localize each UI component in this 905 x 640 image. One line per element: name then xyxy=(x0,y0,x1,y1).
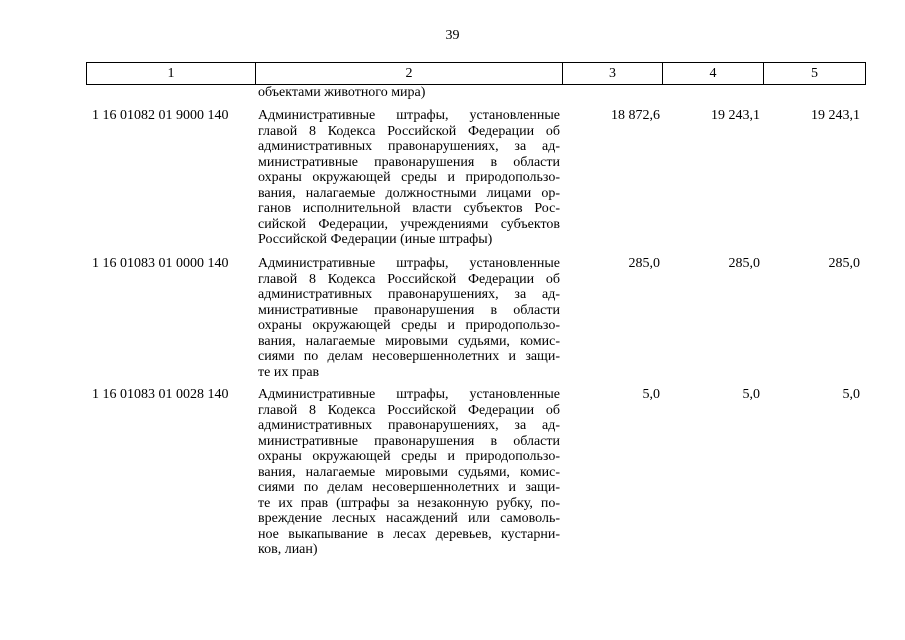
description-line: административных правонарушениях, за ад- xyxy=(258,287,560,302)
row-value-col3: 285,0 xyxy=(628,256,660,271)
description-line: Административные штрафы, установленные xyxy=(258,256,560,271)
description-line: административных правонарушениях, за ад- xyxy=(258,139,560,154)
header-col-3: 3 xyxy=(563,63,663,85)
description-line: те их прав (штрафы за незаконную рубку, по- xyxy=(258,495,560,511)
row-value-col3: 18 872,6 xyxy=(611,108,660,123)
row-value-col5: 19 243,1 xyxy=(811,108,860,123)
row-value-col5: 285,0 xyxy=(828,256,860,271)
row-value-col5: 5,0 xyxy=(842,387,860,402)
description-line: главой 8 Кодекса Российской Федерации об xyxy=(258,271,560,287)
description-line: вания, налагаемые должностными лицами ор- xyxy=(258,185,560,201)
description-line: Российской Федерации (иные штрафы) xyxy=(258,232,493,247)
description-line: министративные правонарушения в области xyxy=(258,154,560,170)
description-line: охраны окружающей среды и природопользо- xyxy=(258,170,560,185)
description-line: административных правонарушениях, за ад- xyxy=(258,418,560,433)
description-line: главой 8 Кодекса Российской Федерации об xyxy=(258,123,560,139)
row-value-col3: 5,0 xyxy=(642,387,660,402)
description-line: охраны окружающей среды и природопользо- xyxy=(258,449,560,464)
description-line: те их прав xyxy=(258,364,320,380)
description-line: министративные правонарушения в области xyxy=(258,433,560,449)
description-line: охраны окружающей среды и природопользо- xyxy=(258,318,560,333)
table-header xyxy=(86,62,866,85)
description-line: Административные штрафы, установленные xyxy=(258,387,560,402)
description-line: главой 8 Кодекса Российской Федерации об xyxy=(258,402,560,418)
row-description xyxy=(258,256,560,380)
row-description xyxy=(258,387,560,558)
description-line: ганов исполнительной власти субъектов Рос- xyxy=(258,201,560,216)
continuation-text: объектами животного мира) xyxy=(258,85,426,100)
page-number: 39 xyxy=(445,28,460,43)
row-value-col4: 5,0 xyxy=(742,387,760,402)
header-col-1: 1 xyxy=(87,63,256,85)
description-line: Административные штрафы, установленные xyxy=(258,108,560,123)
header-col-4: 4 xyxy=(663,63,764,85)
header-col-5: 5 xyxy=(764,63,866,85)
row-value-col4: 285,0 xyxy=(728,256,760,271)
row-value-col4: 19 243,1 xyxy=(711,108,760,123)
description-line: сиями по делам несовершеннолетних и защи- xyxy=(258,349,560,364)
description-line: сийской Федерации, учреждениями субъектов xyxy=(258,216,560,232)
row-code: 1 16 01082 01 9000 140 xyxy=(92,108,229,123)
description-line: ное выкапывание в лесах деревьев, кустарни- xyxy=(258,526,560,542)
description-line: вреждение лесных насаждений или самоволь- xyxy=(258,511,560,526)
header-col-2: 2 xyxy=(256,63,563,85)
description-line: вания, налагаемые мировыми судьями, комис- xyxy=(258,333,560,349)
description-line: сиями по делам несовершеннолетних и защи- xyxy=(258,480,560,495)
row-description xyxy=(258,108,560,248)
row-code: 1 16 01083 01 0000 140 xyxy=(92,256,229,271)
description-line: министративные правонарушения в области xyxy=(258,302,560,318)
description-line: ков, лиан) xyxy=(258,542,318,557)
row-code: 1 16 01083 01 0028 140 xyxy=(92,387,229,402)
header-row xyxy=(87,63,866,85)
description-line: вания, налагаемые мировыми судьями, комис- xyxy=(258,464,560,480)
